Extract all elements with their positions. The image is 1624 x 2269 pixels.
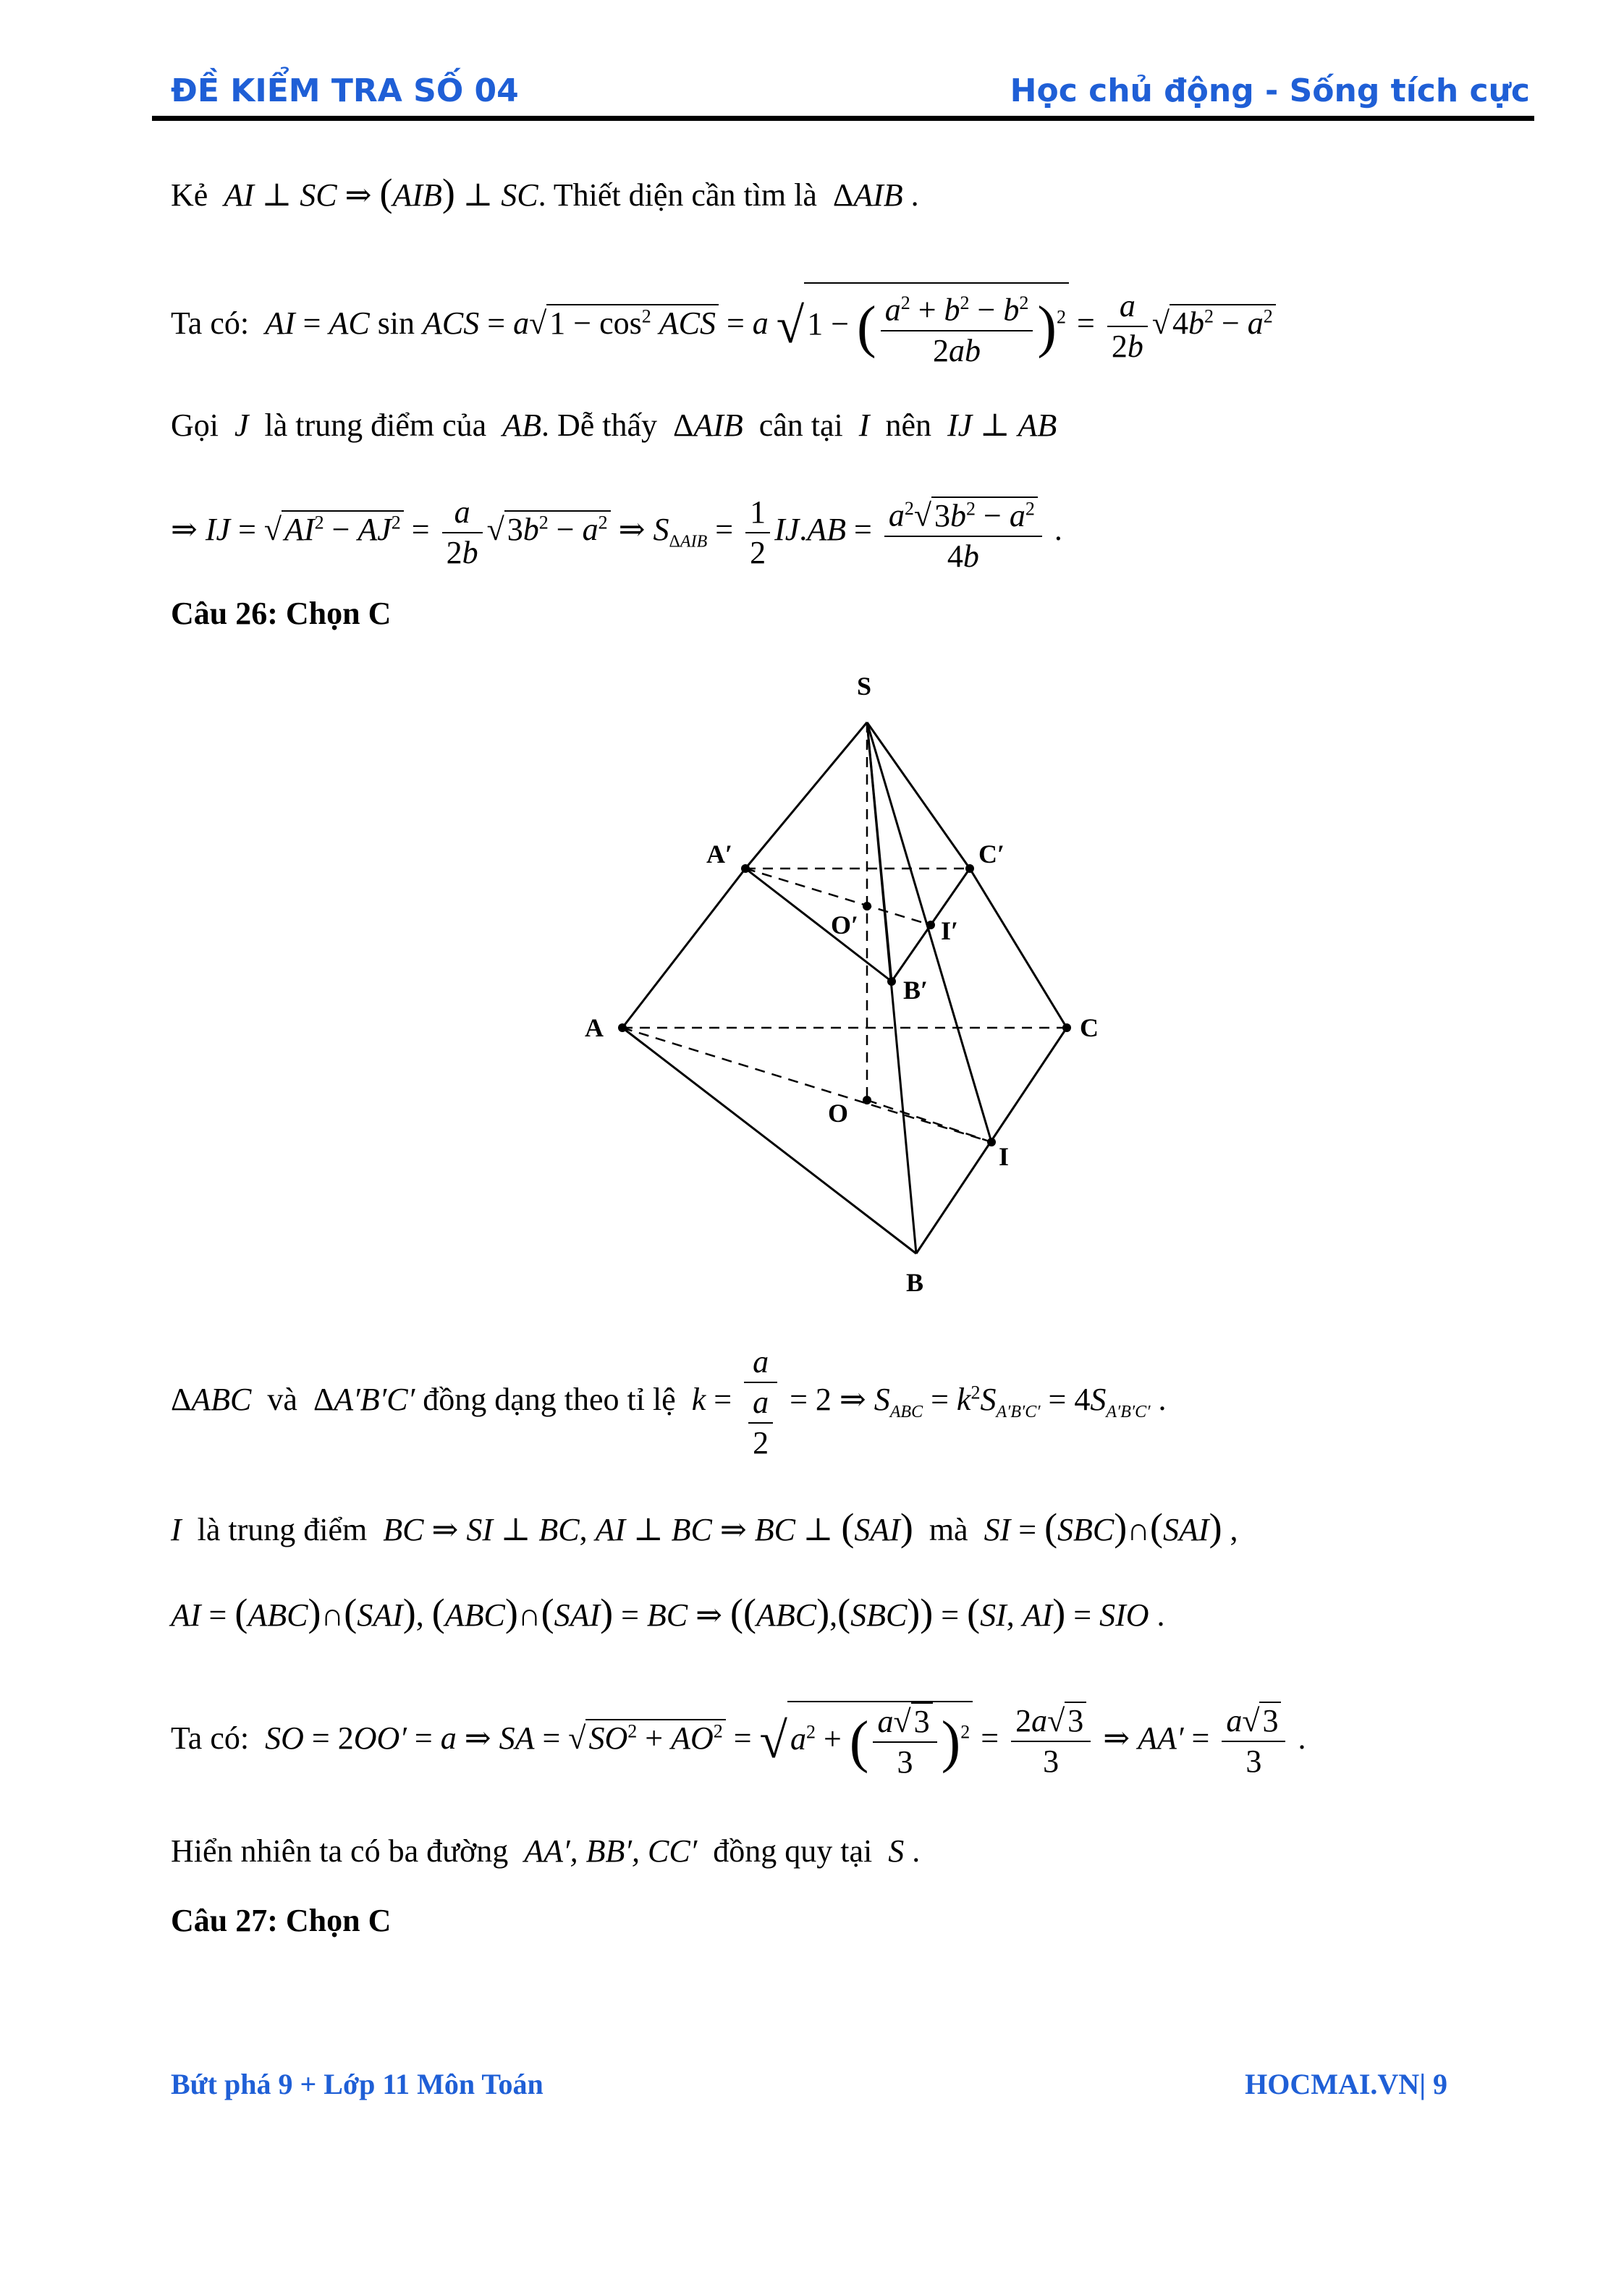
text-la-trung-diem: là trung điểm [197,1512,368,1547]
text-nen: nên [885,407,931,443]
footer-page: HOCMAI.VN| 9 [1245,2068,1447,2100]
text-goi: Gọi [171,407,219,443]
text-ma: mà [929,1512,968,1547]
text-hien-nhien: Hiển nhiên ta có ba đường [171,1833,509,1869]
label-O: O [828,1099,849,1128]
label-S: S [857,672,872,701]
text-la-trung-diem-cua: là trung điểm của [264,407,487,443]
question-26-heading: Câu 26: Chọn C [171,596,392,631]
line-ke-ai: Kẻ AI ⊥ SC ⇒ (AIB) ⊥ SC. Thiết diện cần tìm là ΔAIB . [171,171,919,214]
line-goi-j: Gọi J là trung điểm của AB. Dễ thấy ΔAIB cân tại I nên IJ ⊥ AB [171,407,1057,443]
line-similarity: ΔABC và ΔA′B′C′ đồng dạng theo tỉ lệ k = $\frac{a}{\frac{a}{2}}$ = 2 ⇒ $S_{ABC} = k^2S_{A'B'C'} = 4S_{A'B'C'}$ . [171,1344,1167,1461]
label-I: I [999,1142,1010,1171]
label-O-prime: O′ [831,910,859,939]
label-B: B [906,1268,924,1297]
text-thiet-dien: . Thiết diện cần tìm là [538,177,817,213]
label-I-prime: I′ [941,916,959,945]
header-title: ĐỀ KIỂM TRA SỐ 04 [171,72,519,109]
text-dong-quy-tai: đồng quy tại [713,1833,873,1869]
label-A-prime: A′ [706,840,733,869]
text-ta-co: Ta có: [171,305,250,341]
line-angle: AI = (ABC)∩(SAI), (ABC)∩(SAI) = BC ⇒ ((ABC),(SBC)) = (SI, AI) = SIO . [171,1591,1165,1634]
text-va: và [267,1382,297,1418]
line-i-midpoint: I là trung điểm BC ⇒ SI ⊥ BC, AI ⊥ BC ⇒ BC ⊥ (SAI) mà SI = (SBC)∩(SAI) , [171,1505,1238,1549]
label-B-prime: B′ [903,976,929,1005]
line-ta-co-ai: Ta có: AI = AC sin ACS = $a√1 - \cos^2$ ACS = a √1 − ( $\frac{a^2 + b^2 - b^2}{2ab}$ )$^2$ = $\frac{a}{2b}$ $√4b^2 - a^2$ [171,282,1276,371]
text-de-thay: . Dễ thấy [541,407,658,443]
text-can-tai: cân tại [758,407,843,443]
header-slogan: Học chủ động - Sống tích cực [1010,72,1530,109]
question-27-heading: Câu 27: Chọn C [171,1903,392,1938]
line-ij: ⇒ IJ = $√AI^2 - AJ^2$ = $\frac{a}{2b}$ $√3b^2 - a^2$ ⇒ $S_{\Delta AIB}$ = $\frac{1}{2}$ IJ.AB = $\frac{a^2√3b^2 - a^2}{4b}$ . [171,489,1062,576]
text-dong-dang: đồng dạng theo tỉ lệ [423,1382,676,1418]
text-ta-co-2: Ta có: [171,1720,250,1757]
line-so: Ta có: SO = 2OO′ = a ⇒ SA = $√SO^2 + AO^2 = √a^2$ + ( $\frac{a√3}{3}$ )$^2$ = $\frac{2a√3}{3}$ ⇒ AA′ = $\frac{a√3}{3}$ . [171,1701,1306,1782]
label-C: C [1080,1013,1099,1042]
text-ke: Kẻ [171,177,208,213]
footer-course: Bứt phá 9 + Lớp 11 Môn Toán [171,2068,544,2100]
line-concurrent: Hiển nhiên ta có ba đường AA′, BB′, CC′ đồng quy tại S . [171,1833,921,1869]
label-A: A [585,1013,604,1042]
label-C-prime: C′ [978,840,1005,869]
